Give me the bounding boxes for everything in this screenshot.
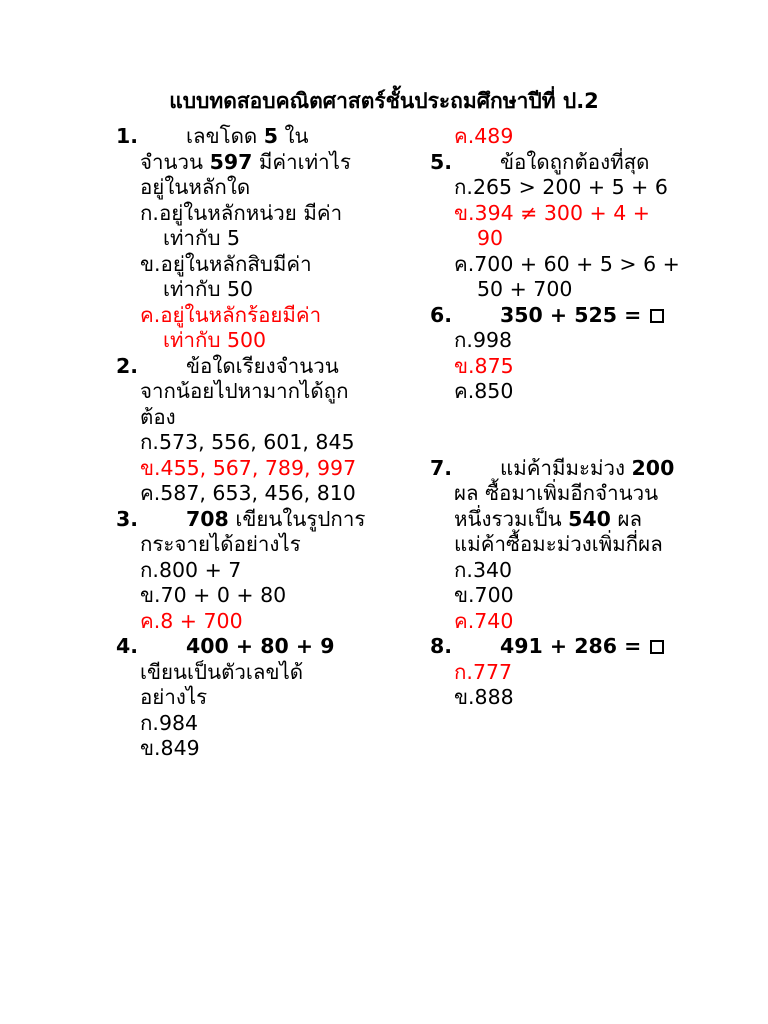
- answer-choice: [116, 736, 366, 762]
- choice-text: 888: [474, 685, 514, 709]
- choice-text: อยู่ในหลักร้อยมีค่าเท่ากับ 500: [160, 302, 322, 352]
- choice-label: ก.: [454, 659, 473, 684]
- question-text-part: ผล ซื้อมาเพิ่มอีกจำนวนหนึ่งรวมเป็น: [454, 481, 659, 531]
- question-text: [116, 124, 366, 201]
- choice-label: ข.: [454, 353, 475, 378]
- question-number: 5.: [430, 149, 453, 174]
- choice-text: 740: [474, 608, 514, 633]
- answer-choice: [116, 201, 366, 252]
- answer-choice: [116, 558, 366, 584]
- choice-text: 265 > 200 + 5 + 6: [472, 175, 668, 199]
- choice-text: 340: [472, 557, 513, 582]
- answer-choice: [116, 303, 366, 354]
- question-text-part: เขียนในรูปการกระจายได้อย่างไร: [140, 506, 366, 556]
- question: [116, 507, 366, 635]
- answer-box: [650, 640, 664, 654]
- choice-label: ข.: [140, 455, 161, 480]
- question-text: [116, 354, 366, 431]
- choice-text: 984: [158, 710, 199, 735]
- choice-label: ก.: [454, 328, 473, 352]
- answer-choice: [430, 558, 680, 584]
- question: [116, 124, 366, 354]
- choice-label: ก.: [140, 430, 159, 454]
- question: [430, 150, 680, 303]
- question-number: 3.: [116, 506, 139, 531]
- answer-choice: [430, 328, 680, 354]
- question-number: 4.: [116, 634, 139, 658]
- answer-choice: [116, 481, 366, 507]
- choice-text: 998: [472, 328, 513, 352]
- answer-choice: [430, 685, 680, 711]
- question: [430, 634, 680, 711]
- choice-label: ข.: [454, 685, 475, 709]
- choice-text: 850: [474, 379, 514, 403]
- question-text-part: ข้อใดถูกต้องที่สุด: [500, 149, 650, 174]
- question: [430, 124, 680, 150]
- answer-choice: [116, 252, 366, 303]
- question-text-part: ในจำ: [140, 124, 309, 174]
- question-text: [116, 507, 366, 558]
- choice-text: 849: [160, 736, 200, 760]
- question-text-part: แม่ค้ามีมะม่วง: [500, 455, 632, 480]
- question-number: 6.: [430, 302, 453, 327]
- question-number: 2.: [116, 353, 139, 378]
- question: [430, 456, 680, 635]
- question-number: 7.: [430, 455, 453, 480]
- question-text: [430, 456, 680, 558]
- question-text: [430, 634, 680, 660]
- question-number-value: 350 + 525 =: [500, 302, 649, 327]
- choice-label: ข.: [140, 583, 161, 607]
- answer-choice: [430, 609, 680, 635]
- question-number-value: 5: [263, 124, 279, 148]
- question-number-value: 540: [568, 506, 611, 531]
- choice-text: 700 + 60 + 5 > 6 + 50 + 700: [474, 251, 680, 301]
- choice-label: ก.: [454, 557, 473, 582]
- choice-label: ข.: [140, 251, 161, 276]
- choice-label: ข.: [454, 200, 475, 225]
- choice-text: 573, 556, 601, 845: [158, 430, 355, 454]
- choice-label: ก.: [140, 710, 159, 735]
- answer-choice: [430, 201, 680, 252]
- choice-text: 70 + 0 + 80: [160, 583, 287, 607]
- page-title: แบบทดสอบคณิตศาสตร์ชั้นประถมศึกษาปีที่ ป.2: [169, 89, 599, 113]
- choice-text: อยู่ในหลักสิบมีค่าเท่ากับ 50: [160, 251, 312, 301]
- choice-label: ค.: [140, 608, 161, 633]
- choice-text: อยู่ในหลักหน่วย มีค่าเท่ากับ 5: [158, 200, 343, 250]
- choice-text: 394 ≠ 300 + 4 + 90: [474, 200, 650, 250]
- choice-text: 700: [474, 583, 514, 607]
- choice-label: ค.: [140, 481, 161, 505]
- question-text-part: เลขโดด: [186, 124, 264, 148]
- answer-choice: [430, 660, 680, 686]
- right-column: [430, 124, 680, 711]
- answer-choice: [116, 711, 366, 737]
- choice-text: 587, 653, 456, 810: [160, 481, 356, 505]
- choice-label: ค.: [454, 124, 475, 148]
- answer-box: [650, 309, 664, 323]
- answer-choice: [116, 430, 366, 456]
- question-text: [430, 150, 680, 176]
- answer-choice: [430, 252, 680, 303]
- question-number-value: 597: [209, 149, 253, 174]
- choice-label: ก.: [140, 557, 159, 582]
- question-number-value: 491 + 286 =: [500, 634, 649, 658]
- choice-label: ค.: [454, 379, 475, 403]
- choice-text: 455, 567, 789, 997: [160, 455, 357, 480]
- question-text: [430, 303, 680, 329]
- question-number: 8.: [430, 634, 453, 658]
- question-text-part: ข้อใดเรียงจำนวนจากน้อยไปหามากได้ถูกต้อง: [140, 353, 349, 429]
- left-column: [116, 124, 366, 762]
- question-number-value: 400 + 80 + 9: [186, 634, 335, 658]
- question: [116, 634, 366, 762]
- choice-label: ข.: [454, 583, 475, 607]
- question-number-value: 200: [631, 455, 675, 480]
- choice-label: ค.: [454, 251, 475, 276]
- choice-text: 8 + 700: [160, 608, 243, 633]
- answer-choice: [116, 609, 366, 635]
- answer-choice: [430, 583, 680, 609]
- choice-label: ข.: [140, 736, 161, 760]
- question-text: [116, 634, 366, 711]
- choice-text: 875: [474, 353, 514, 378]
- answer-choice: [116, 583, 366, 609]
- question: [430, 303, 680, 405]
- answer-choice: [430, 124, 680, 150]
- choice-label: ค.: [140, 302, 161, 327]
- choice-label: ค.: [454, 608, 475, 633]
- answer-choice: [430, 379, 680, 405]
- blank-spacer: [430, 405, 680, 456]
- answer-choice: [116, 456, 366, 482]
- question-text-part: นวน: [163, 149, 210, 174]
- question-text-part: ผล แม่ค้าซื้อมะม่วงเพิ่มกี่ผล: [454, 506, 663, 556]
- choice-text: 800 + 7: [158, 557, 242, 582]
- choice-text: 777: [472, 659, 513, 684]
- choice-label: ก.: [454, 175, 473, 199]
- answer-choice: [430, 354, 680, 380]
- question-text-part: เขียนเป็นตัวเลขได้อย่างไร: [140, 659, 304, 709]
- choice-label: ก.: [140, 200, 159, 225]
- question: [116, 354, 366, 507]
- choice-text: 489: [474, 124, 514, 148]
- answer-choice: [430, 175, 680, 201]
- question-number: 1.: [116, 124, 139, 148]
- question-text-part: มีค่าเท่าไร อยู่ในหลักใด: [140, 149, 351, 199]
- question-number-value: 708: [186, 506, 229, 531]
